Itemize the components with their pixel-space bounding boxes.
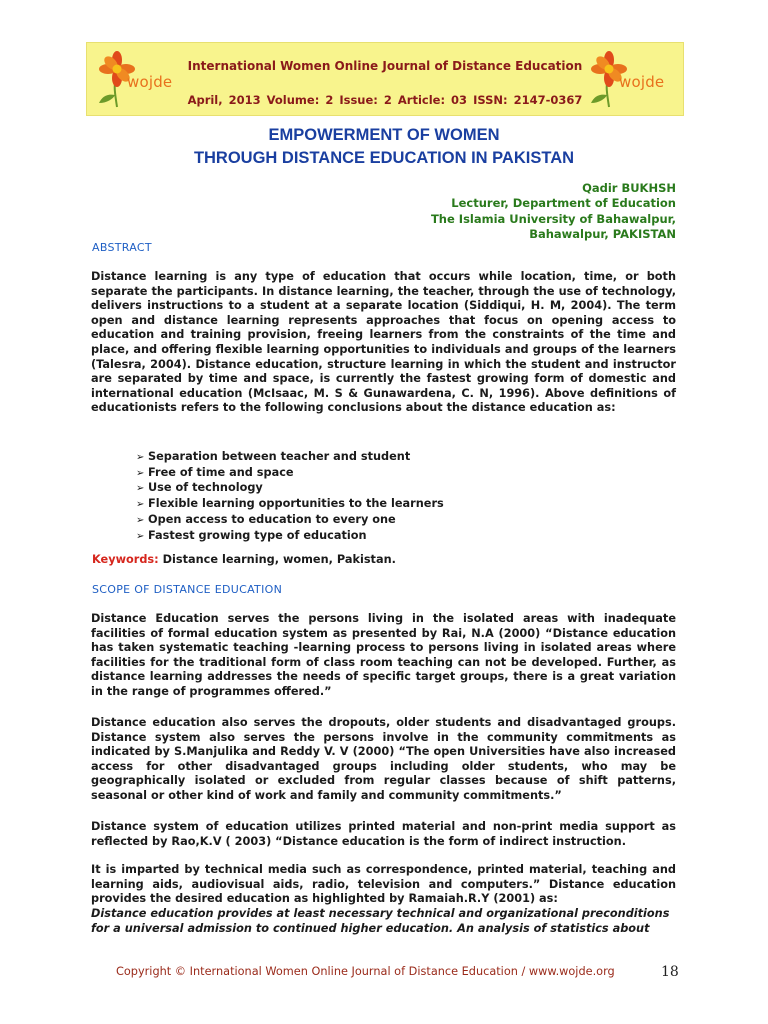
author-position: Lecturer, Department of Education xyxy=(451,196,676,211)
author-name: Qadir BUKHSH xyxy=(582,181,676,195)
scope-paragraph-4: It is imparted by technical media such as correspondence, printed material, teaching and learning aids, audiovisual aids, radio, television and computers.” Distance education provides the desired education as highlighted by Ramaiah.R.Y (2001) as: xyxy=(91,863,676,906)
arrow-bullet-icon: ➢ xyxy=(136,499,145,511)
logo-wordmark: wojde xyxy=(619,73,665,91)
copyright-footer: Copyright © International Women Online Journal of Distance Education / www.wojde.org xyxy=(116,965,615,978)
arrow-bullet-icon: ➢ xyxy=(136,514,145,526)
journal-name: International Women Online Journal of Distance Education xyxy=(187,59,583,73)
scope-paragraph-3: Distance system of education utilizes printed material and non-print media support as reflected by Rao,K.V ( 2003) “Distance education is the form of indirect instruction. xyxy=(91,820,676,848)
abstract-body: Distance learning is any type of education that occurs while location, time, or both separate the participants. In distance learning, the teacher, through the use of technology, delivers instructions to a student at a separate location (Siddiqui, H. M, 2004). The term open and distance learning represents approaches that focus on opening access to education and training provision, freeing learners from the constraints of the time and place, and offering flexible learning opportunities to individuals and groups of the learners (Talesra, 2004). Distance education, structure learning in which the student and instructor are separated by time and space, is currently the fastest growing form of domestic and international education (McIsaac, M. S & Gunawardena, C. N, 1996). Above definitions of educationists refers to the following conclusions about the distance education as: xyxy=(91,270,676,415)
journal-banner xyxy=(86,42,684,116)
list-item: ➢ Separation between teacher and student xyxy=(136,450,444,466)
keywords-line xyxy=(92,553,396,566)
journal-issue-line: April, 2013 Volume: 2 Issue: 2 Article: 03 ISSN: 2147-0367 xyxy=(187,93,583,107)
keywords-value: Distance learning, women, Pakistan. xyxy=(158,553,396,566)
paper-title-line-2: THROUGH DISTANCE EDUCATION IN PAKISTAN xyxy=(193,149,575,167)
scope-heading: SCOPE OF DISTANCE EDUCATION xyxy=(92,583,283,596)
list-item: ➢ Use of technology xyxy=(136,481,444,497)
logo-wordmark: wojde xyxy=(127,73,173,91)
abstract-bullet-list xyxy=(136,450,444,544)
keywords-label: Keywords: xyxy=(92,553,159,566)
paper-title xyxy=(0,124,768,170)
scope-paragraph-1: Distance Education serves the persons living in the isolated areas with inadequate facilities of formal education system as presented by Rai, N.A (2000) “Distance education has taken systematic teaching -learning process to persons living in isolated areas where facilities for the traditional form of class room teaching can not be developed. Further, as distance learning addresses the needs of specific target groups, there is a great variation in the range of programmes offered.” xyxy=(91,612,676,698)
list-item: ➢ Free of time and space xyxy=(136,466,444,482)
arrow-bullet-icon: ➢ xyxy=(136,530,145,542)
wojde-logo-right xyxy=(585,49,677,109)
scope-paragraph-2: Distance education also serves the dropouts, older students and disadvantaged groups. Distance system also serves the persons involve in the community commitments as indicated by S.Manjulika and Reddy V. V (2000) “The open Universities have also increased access for other disadvantaged groups including older students, who may be geographically isolated or excluded from regular classes because of shift patterns, seasonal or other kind of work and family and community commitments.” xyxy=(91,716,676,802)
arrow-bullet-icon: ➢ xyxy=(136,483,145,495)
author-block xyxy=(431,181,676,242)
author-university: The Islamia University of Bahawalpur, xyxy=(430,211,676,226)
list-item: ➢ Flexible learning opportunities to the learners xyxy=(136,497,444,513)
abstract-heading: ABSTRACT xyxy=(92,241,152,254)
list-item: ➢ Open access to education to every one xyxy=(136,513,444,529)
scope-quote: Distance education provides at least necessary technical and organizational preconditions for a universal admission to continued higher education. An analysis of statistics about xyxy=(91,907,670,935)
paper-title-line-1: EMPOWERMENT OF WOMEN xyxy=(268,126,500,144)
arrow-bullet-icon: ➢ xyxy=(136,467,145,479)
arrow-bullet-icon: ➢ xyxy=(136,452,145,463)
list-item: ➢ Fastest growing type of education xyxy=(136,529,444,545)
author-location: Bahawalpur, PAKISTAN xyxy=(529,226,676,241)
page-number: 18 xyxy=(661,964,679,980)
